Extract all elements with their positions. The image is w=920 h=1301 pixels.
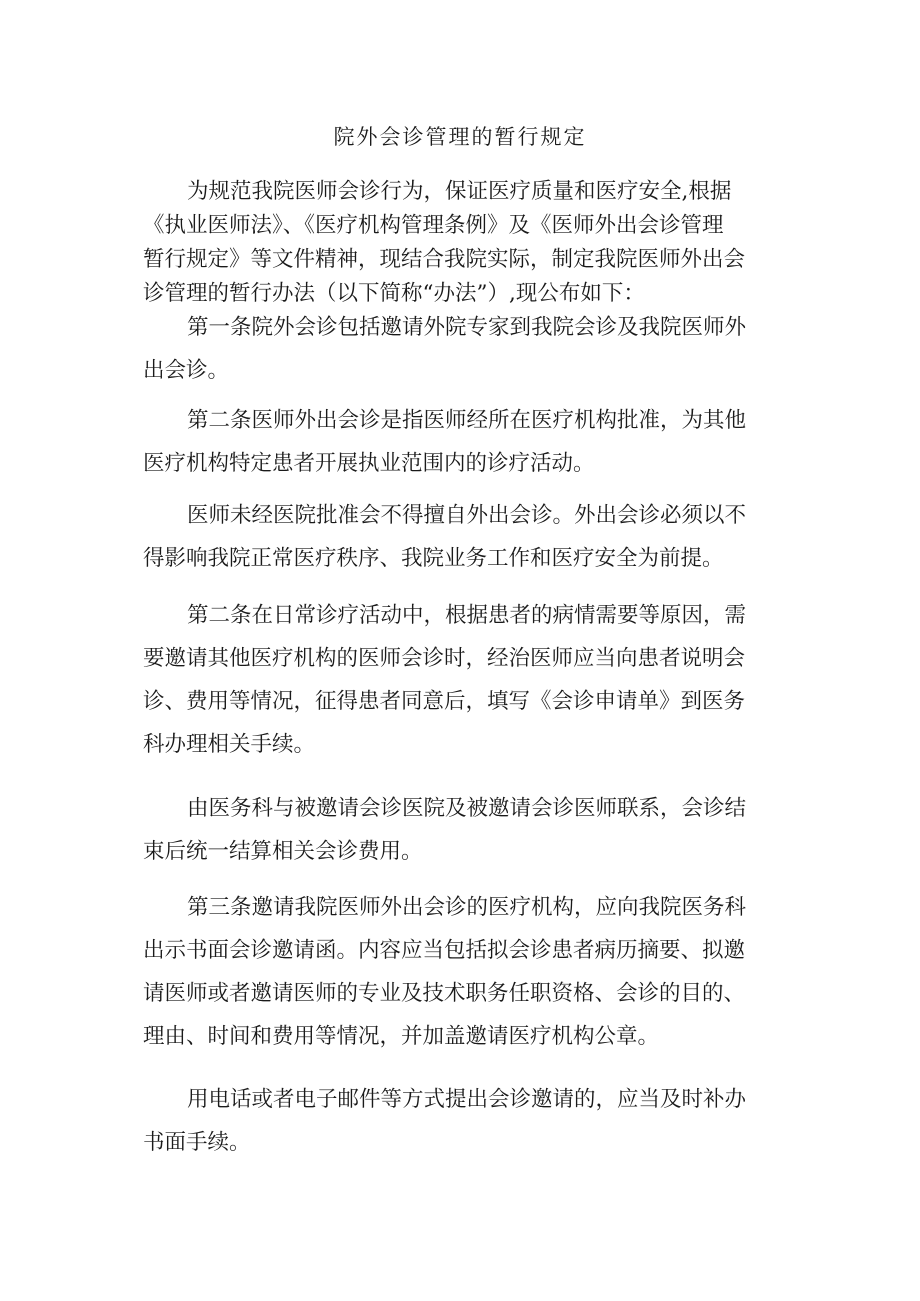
intro-line: 诊管理的暂行办法（以下简称“办法”）,现公布如下： <box>143 281 645 306</box>
paragraph-line: 得影响我院正常医疗秩序、我院业务工作和医疗安全为前提。 <box>143 546 724 571</box>
paragraph-line: 医师未经医院批准会不得擅自外出会诊。外出会诊必须以不 <box>187 503 747 528</box>
paragraph-line: 理由、时间和费用等情况，并加盖邀请医疗机构公章。 <box>143 1024 660 1049</box>
paragraph-line: 用电话或者电子邮件等方式提出会诊邀请的，应当及时补办 <box>187 1087 747 1112</box>
paragraph-line: 第二条在日常诊疗活动中，根据患者的病情需要等原因，需 <box>187 603 747 628</box>
paragraph-line: 科办理相关手续。 <box>143 732 316 757</box>
intro-line: 《执业医师法》、《医疗机构管理条例》及《医师外出会诊管理 <box>143 213 724 238</box>
paragraph-line: 要邀请其他医疗机构的医师会诊时，经治医师应当向患者说明会 <box>143 646 746 671</box>
paragraph-line: 出示书面会诊邀请函。内容应当包括拟会诊患者病历摘要、拟邀 <box>143 938 746 963</box>
intro-line: 暂行规定》等文件精神，现结合我院实际，制定我院医师外出会 <box>143 247 746 272</box>
paragraph-line: 由医务科与被邀请会诊医院及被邀请会诊医师联系，会诊结 <box>187 796 747 821</box>
article-paragraph <box>143 1078 793 1164</box>
document-title: 院外会诊管理的暂行规定 <box>333 125 587 149</box>
paragraph-line: 束后统一结算相关会诊费用。 <box>143 839 423 864</box>
intro-line: 为规范我院医师会诊行为，保证医疗质量和医疗安全,根据 <box>187 179 732 204</box>
article-paragraph <box>143 306 793 392</box>
paragraph-line: 诊、费用等情况，征得患者同意后，填写《会诊申请单》到医务 <box>143 689 746 714</box>
paragraph-line: 医疗机构特定患者开展执业范围内的诊疗活动。 <box>143 451 595 476</box>
paragraph-line: 出会诊。 <box>143 358 230 383</box>
paragraph-line: 第一条院外会诊包括邀请外院专家到我院会诊及我院医师外 <box>187 315 747 340</box>
paragraph-line: 第三条邀请我院医师外出会诊的医疗机构，应向我院医务科 <box>187 895 747 920</box>
intro-paragraph <box>143 175 793 311</box>
article-paragraph <box>143 399 793 485</box>
article-paragraph <box>143 886 793 1058</box>
paragraph-line: 书面手续。 <box>143 1130 251 1155</box>
article-paragraph <box>143 594 793 766</box>
paragraph-line: 第二条医师外出会诊是指医师经所在医疗机构批准，为其他 <box>187 408 747 433</box>
article-paragraph <box>143 494 793 580</box>
article-paragraph <box>143 787 793 873</box>
paragraph-line: 请医师或者邀请医师的专业及技术职务任职资格、会诊的目的、 <box>143 981 746 1006</box>
